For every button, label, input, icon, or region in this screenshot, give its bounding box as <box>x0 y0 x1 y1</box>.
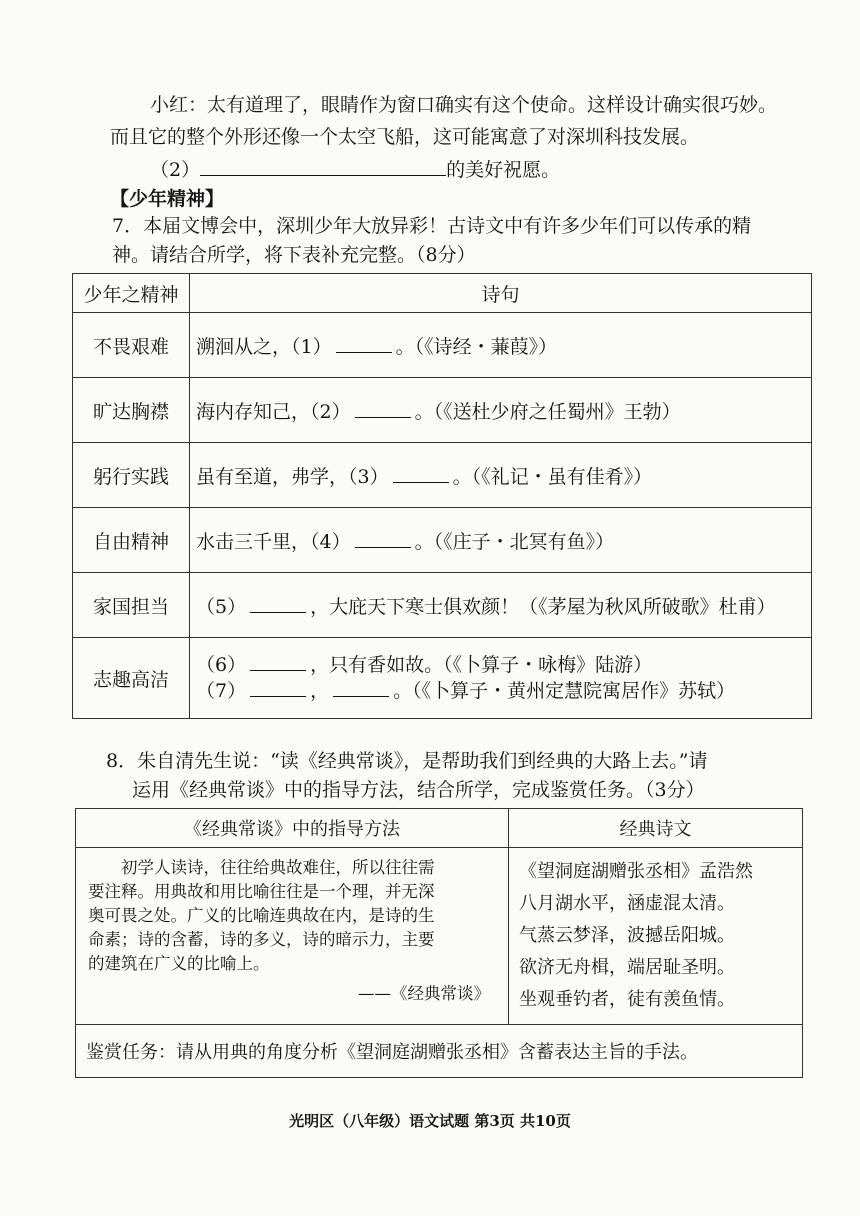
poem-pre: 水击三千里，（4） <box>196 530 351 553</box>
intro-line-1: 小红：太有道理了，眼睛作为窗口确实有这个使命。这样设计确实很巧妙。 <box>150 94 778 116</box>
poem-cell <box>190 508 812 573</box>
table-row <box>73 313 812 378</box>
table-row <box>73 508 812 573</box>
answer-blank[interactable] <box>250 594 306 613</box>
appreciation-task: 鉴赏任务：请从用典的角度分析《望洞庭湖赠张丞相》含蓄表达主旨的手法。 <box>76 1025 803 1078</box>
poem-cell <box>190 638 812 719</box>
poem-text-cell <box>509 848 803 1025</box>
blank-suffix: 的美好祝愿。 <box>446 159 561 181</box>
poem-post: 。（《诗经・蒹葭》） <box>395 335 558 358</box>
header-classic-poem: 经典诗文 <box>509 809 803 848</box>
answer-blank[interactable] <box>393 464 449 483</box>
poem-post: 。（《卜算子・黄州定慧院寓居作》苏轼） <box>393 680 736 702</box>
table-row <box>76 1025 803 1078</box>
spirit-cell: 旷达胸襟 <box>73 378 190 443</box>
q7-table <box>72 273 812 719</box>
poem-pre: （7） <box>196 680 247 702</box>
table-row <box>76 848 803 1025</box>
poem-pre: （6） <box>196 654 247 676</box>
section-title: 【少年精神】 <box>110 188 225 210</box>
spirit-cell: 不畏艰难 <box>73 313 190 378</box>
poem-post: 。（《礼记・虽有佳肴》） <box>452 465 653 488</box>
poem-mid: ， <box>310 680 330 702</box>
poem-line <box>196 652 811 678</box>
intro-blank-line <box>150 155 560 183</box>
blank-number: （2） <box>150 159 201 181</box>
answer-blank[interactable] <box>250 678 306 697</box>
spirit-cell: 自由精神 <box>73 508 190 573</box>
poem-pre: 虽有至道，弗学，（3） <box>196 465 389 488</box>
poem-title: 《望洞庭湖赠张丞相》孟浩然 <box>519 861 753 882</box>
method-text-line: 奥可畏之处。广义的比喻连典故在内，是诗的生 <box>88 906 435 925</box>
q7-line-1: 7．本届文博会中，深圳少年大放异彩！古诗文中有许多少年们可以传承的精 <box>112 215 752 237</box>
table-header-row <box>76 809 803 848</box>
table-header-row <box>73 274 812 313</box>
header-method: 《经典常谈》中的指导方法 <box>76 809 509 848</box>
answer-blank[interactable] <box>200 155 446 176</box>
poem-cell <box>190 378 812 443</box>
poem-line: 坐观垂钓者，徒有羡鱼情。 <box>519 989 735 1010</box>
poem-pre: 溯洄从之，（1） <box>196 335 332 358</box>
table-row <box>73 573 812 638</box>
poem-cell <box>190 573 812 638</box>
method-text-line: 要注释。用典故和用比喻往往是一个理，并无深 <box>88 882 435 901</box>
q8-line-1: 8．朱自清先生说：“读《经典常谈》，是帮助我们到经典的大路上去。”请 <box>106 750 708 772</box>
poem-post: 。（《庄子・北冥有鱼》） <box>414 530 615 553</box>
answer-blank[interactable] <box>355 399 411 418</box>
poem-line <box>196 678 811 704</box>
table-row <box>73 443 812 508</box>
answer-blank[interactable] <box>250 652 306 671</box>
header-spirit: 少年之精神 <box>73 274 190 313</box>
q8-table <box>75 808 803 1078</box>
method-text-line: 初学人读诗，往往给典故难住，所以往往需 <box>121 858 435 877</box>
poem-pre: （5） <box>196 595 247 618</box>
spirit-cell: 躬行实践 <box>73 443 190 508</box>
poem-post: ，大庇天下寒士俱欢颜！（《茅屋为秋风所破歌》杜甫） <box>310 595 776 618</box>
spirit-cell: 志趣高洁 <box>73 638 190 719</box>
poem-line: 八月湖水平，涵虚混太清。 <box>519 893 735 914</box>
header-poem: 诗句 <box>190 274 812 313</box>
spirit-cell: 家国担当 <box>73 573 190 638</box>
method-text-line: 命素；诗的含蓄，诗的多义，诗的暗示力，主要 <box>88 930 435 949</box>
poem-line: 气蒸云梦泽，波撼岳阳城。 <box>519 925 735 946</box>
poem-pre: 海内存知己，（2） <box>196 400 351 423</box>
method-source: ——《经典常谈》 <box>358 984 490 1003</box>
q7-line-2: 神。请结合所学，将下表补充完整。（8分） <box>112 244 476 266</box>
page-footer: 光明区（八年级）语文试题 第3页 共10页 <box>289 1112 571 1130</box>
poem-post: ，只有香如故。（《卜算子・咏梅》陆游） <box>310 654 653 676</box>
poem-line: 欲济无舟楫，端居耻圣明。 <box>519 957 735 978</box>
method-cell <box>76 848 509 1025</box>
answer-blank[interactable] <box>355 529 411 548</box>
poem-post: 。（《送杜少府之任蜀州》王勃） <box>414 400 681 423</box>
q8-line-2: 运用《经典常谈》中的指导方法，结合所学，完成鉴赏任务。（3分） <box>132 779 705 801</box>
poem-cell <box>190 313 812 378</box>
intro-line-2: 而且它的整个外形还像一个太空飞船，这可能寓意了对深圳科技发展。 <box>110 126 700 148</box>
answer-blank[interactable] <box>333 678 389 697</box>
method-text-line: 的建筑在广义的比喻上。 <box>88 954 270 973</box>
poem-cell <box>190 443 812 508</box>
table-row <box>73 378 812 443</box>
table-row <box>73 638 812 719</box>
answer-blank[interactable] <box>336 334 392 353</box>
